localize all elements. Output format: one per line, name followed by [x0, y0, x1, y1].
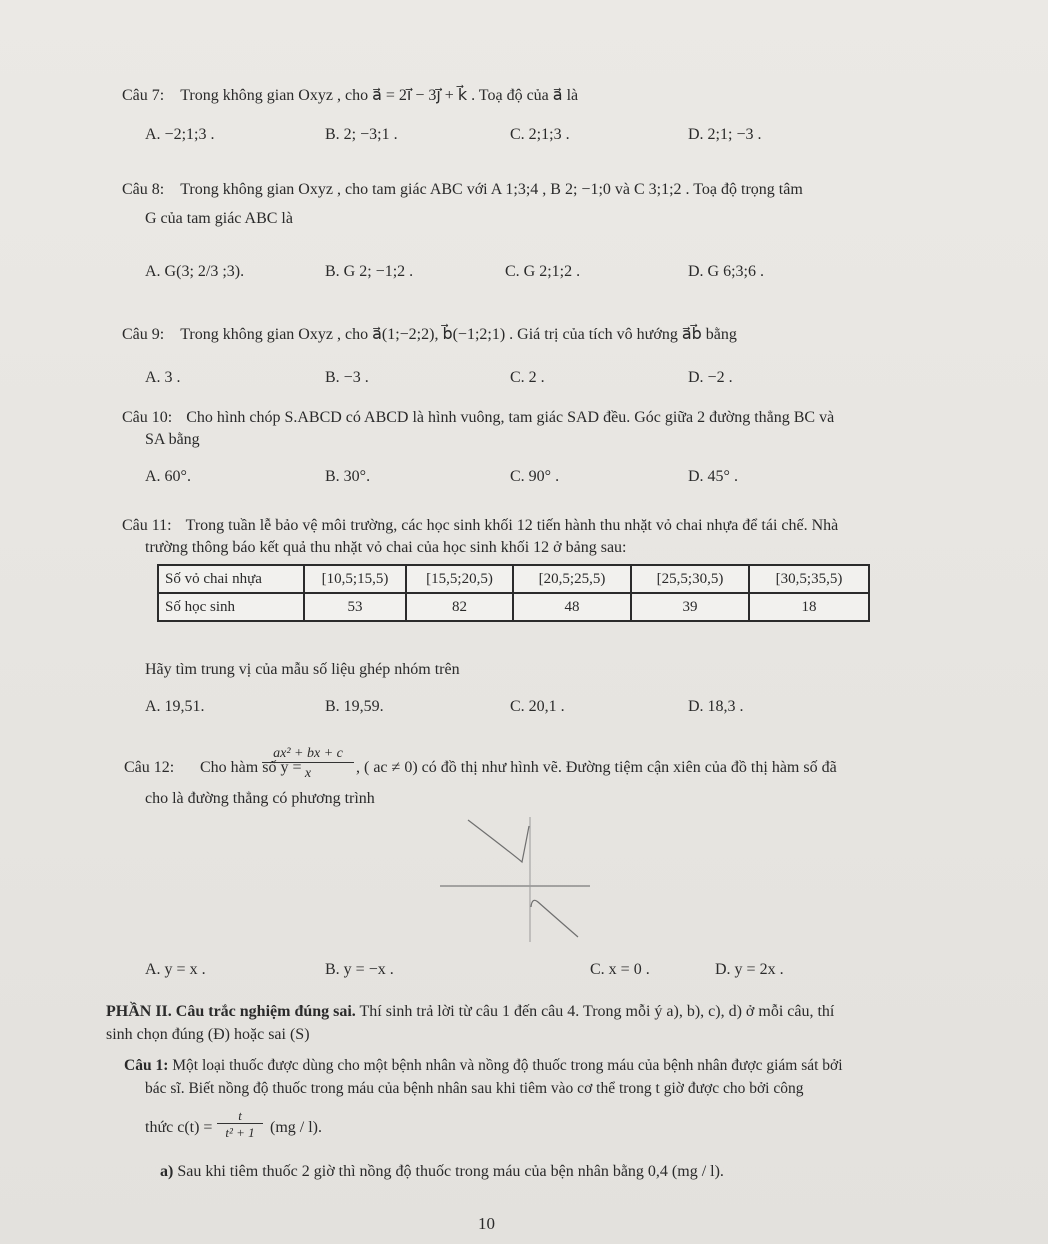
q9-label: Câu 9:	[122, 326, 165, 343]
q11-stem2: trường thông báo kết quả thu nhặt vỏ chai của học sinh khối 12 ở bảng sau:	[145, 539, 627, 556]
table-cell: [25,5;30,5)	[631, 565, 749, 593]
graph-right-branch	[531, 900, 578, 937]
table-cell: [30,5;35,5)	[749, 565, 869, 593]
q10-option-d: D. 45° .	[688, 468, 738, 485]
table-cell: 48	[513, 593, 631, 621]
q12-function-graph	[440, 812, 590, 947]
part2-c1-label: Câu 1:	[124, 1057, 169, 1074]
table-cell: 53	[304, 593, 406, 621]
graph-left-branch	[468, 820, 529, 862]
q10-line	[122, 408, 834, 428]
part2-a-line	[160, 1162, 724, 1182]
q9-option-c: C. 2 .	[510, 369, 545, 386]
part2-c1-text: Một loại thuốc được dùng cho một bệnh nhân và nồng độ thuốc trong máu của bệnh nhân được giám sát bởi	[172, 1057, 843, 1074]
part2-heading: PHẦN II. Câu trắc nghiệm đúng sai.	[106, 1003, 356, 1020]
part2-c1-formula-pre: thức c(t) =	[145, 1119, 213, 1136]
part2-c1-fraction-denominator: t² + 1	[225, 1125, 255, 1140]
q11-stem: Trong tuần lễ bảo vệ môi trường, các học sinh khối 12 tiến hành thu nhặt vỏ chai nhựa để tái chế. Nhà	[185, 517, 839, 534]
part2-c1-line	[124, 1056, 843, 1076]
part2-a-text: Sau khi tiêm thuốc 2 giờ thì nồng độ thuốc trong máu của bện nhân bằng 0,4 (mg / l).	[177, 1163, 724, 1180]
part2-a-label: a)	[160, 1163, 174, 1180]
q7-option-a: A. −2;1;3 .	[145, 126, 215, 143]
q12-fraction-denominator: x	[304, 766, 312, 781]
page-number: 10	[478, 1214, 495, 1233]
q12-fraction-numerator: ax² + bx + c	[262, 745, 354, 763]
q12-option-c: C. x = 0 .	[590, 961, 650, 978]
q9-stem: Trong không gian Oxyz , cho a⃗(1;−2;2), b⃗(−1;2;1) . Giá trị của tích vô hướng a⃗b⃗ bằng	[180, 326, 737, 343]
table-cell: [15,5;20,5)	[406, 565, 513, 593]
part2-c1-fraction-numerator: t	[217, 1108, 263, 1124]
table-cell: [20,5;25,5)	[513, 565, 631, 593]
table-cell: [10,5;15,5)	[304, 565, 406, 593]
part2-line2: sinh chọn đúng (Đ) hoặc sai (S)	[106, 1026, 310, 1043]
q12-stem-post: , ( ac ≠ 0) có đồ thị như hình vẽ. Đường tiệm cận xiên của đồ thị hàm số đã	[356, 759, 837, 776]
q12-option-a: A. y = x .	[145, 961, 206, 978]
q10-option-b: B. 30°.	[325, 468, 371, 485]
q11-option-a: A. 19,51.	[145, 698, 205, 715]
q12-label: Câu 12:	[124, 759, 175, 776]
q8-option-d: D. G 6;3;6 .	[688, 263, 764, 280]
q9-option-d: D. −2 .	[688, 369, 733, 386]
q8-option-b: B. G 2; −1;2 .	[325, 263, 414, 280]
q8-stem2: G của tam giác ABC là	[145, 210, 293, 227]
q7-option-d: D. 2;1; −3 .	[688, 126, 762, 143]
q7-stem: Trong không gian Oxyz , cho a⃗ = 2i⃗ − 3j⃗ + k⃗ . Toạ độ của a⃗ là	[180, 87, 579, 104]
q9-option-a: A. 3 .	[145, 369, 181, 386]
q12-option-d: D. y = 2x .	[715, 961, 784, 978]
q8-option-a: A. G(3; 2/3 ;3).	[145, 263, 245, 280]
q10-stem2: SA bằng	[145, 431, 200, 448]
q11-option-b: B. 19,59.	[325, 698, 384, 715]
q11-option-c: C. 20,1 .	[510, 698, 565, 715]
q8-line	[122, 180, 803, 200]
table-cell: 39	[631, 593, 749, 621]
q8-label: Câu 8:	[122, 181, 165, 198]
q12-stem-pre: Cho hàm số y =	[200, 759, 302, 776]
q7-line	[122, 86, 578, 106]
q9-option-b: B. −3 .	[325, 369, 369, 386]
q7-option-b: B. 2; −3;1 .	[325, 126, 398, 143]
q10-option-c: C. 90° .	[510, 468, 560, 485]
q7-option-c: C. 2;1;3 .	[510, 126, 570, 143]
q11-line	[122, 516, 838, 536]
table-header-students: Số học sinh	[158, 593, 304, 621]
table-row	[158, 593, 869, 621]
q12-stem2: cho là đường thẳng có phương trình	[145, 790, 375, 807]
q9-line	[122, 325, 737, 345]
q12-option-b: B. y = −x .	[325, 961, 394, 978]
q11-label: Câu 11:	[122, 517, 172, 534]
part2-c1-text2: bác sĩ. Biết nồng độ thuốc trong máu của bệnh nhân sau khi tiêm vào cơ thể trong t giờ được cho bởi công	[145, 1080, 804, 1097]
q11-option-d: D. 18,3 .	[688, 698, 744, 715]
q8-stem: Trong không gian Oxyz , cho tam giác ABC với A 1;3;4 , B 2; −1;0 và C 3;1;2 . Toạ độ trọng tâm	[180, 181, 803, 198]
q11-table	[157, 564, 870, 622]
table-cell: 18	[749, 593, 869, 621]
q7-label: Câu 7:	[122, 87, 165, 104]
table-header-bottles: Số vỏ chai nhựa	[158, 565, 304, 593]
q10-stem: Cho hình chóp S.ABCD có ABCD là hình vuông, tam giác SAD đều. Góc giữa 2 đường thẳng BC và	[186, 409, 835, 426]
q11-question: Hãy tìm trung vị của mẫu số liệu ghép nhóm trên	[145, 661, 460, 678]
part2-heading-rest: Thí sinh trả lời từ câu 1 đến câu 4. Trong mỗi ý a), b), c), d) ở mỗi câu, thí	[355, 1003, 835, 1020]
part2-c1-unit: (mg / l).	[270, 1119, 322, 1136]
q8-option-c: C. G 2;1;2 .	[505, 263, 581, 280]
table-row	[158, 565, 869, 593]
q10-label: Câu 10:	[122, 409, 173, 426]
part2-heading-line	[106, 1002, 834, 1022]
table-cell: 82	[406, 593, 513, 621]
q10-option-a: A. 60°.	[145, 468, 191, 485]
